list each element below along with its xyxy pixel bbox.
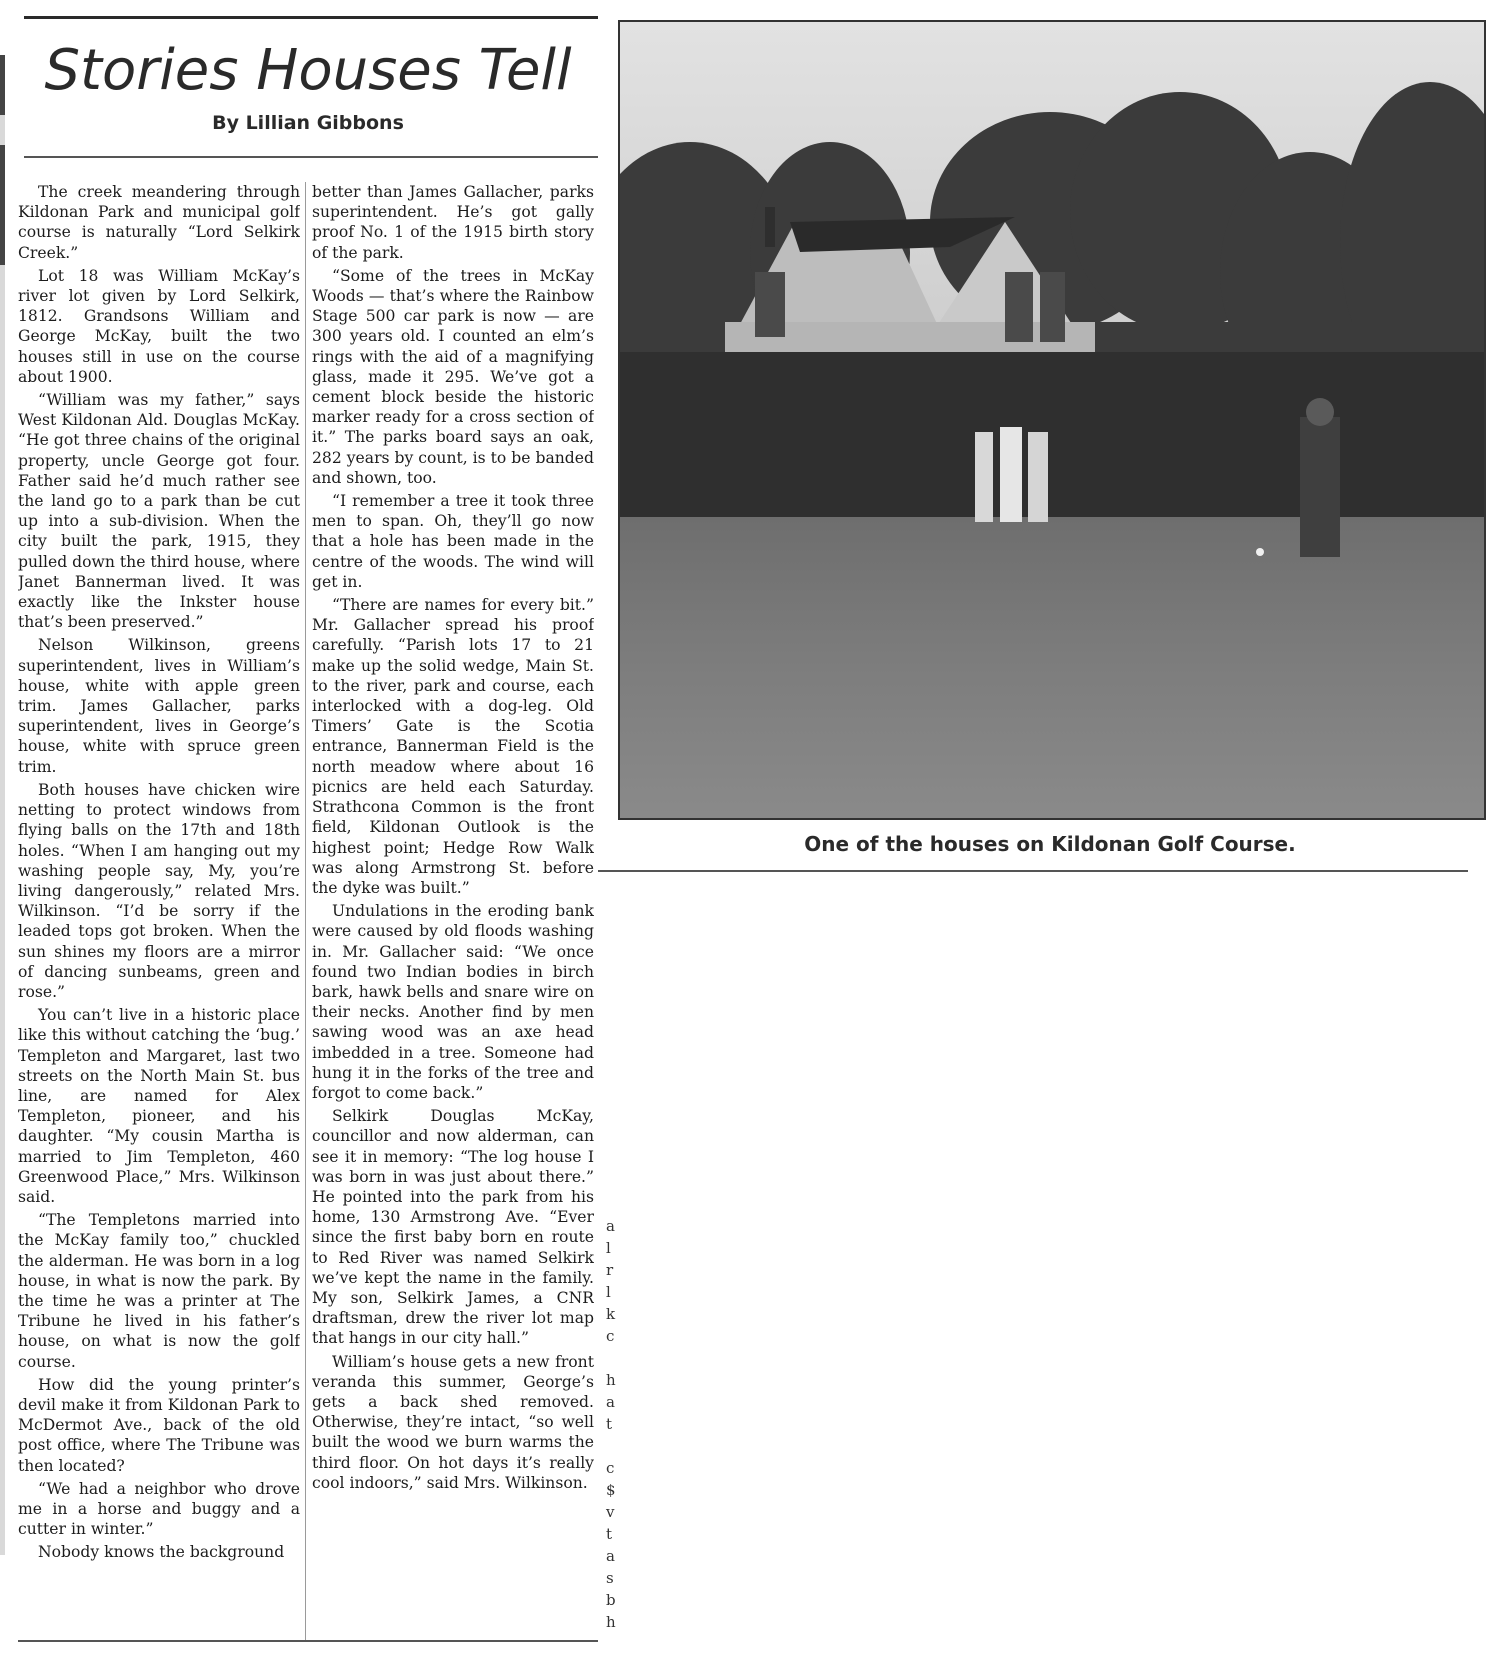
clipped-letter bbox=[606, 1435, 616, 1457]
paragraph: How did the young printer’s devil make it from Kildonan Park to McDermot Ave., back of the old post office, where The Tribune was then located? bbox=[18, 1375, 300, 1475]
headline: Stories Houses Tell bbox=[44, 38, 572, 103]
article bbox=[18, 16, 598, 1656]
clipped-letter: k bbox=[606, 1305, 616, 1323]
clipped-letter: l bbox=[606, 1239, 611, 1257]
photo-caption: One of the houses on Kildonan Golf Course. bbox=[804, 832, 1296, 856]
page-edge bbox=[0, 55, 5, 1555]
clipped-letter: s bbox=[606, 1569, 614, 1587]
paragraph: Selkirk Douglas McKay, councillor and now alderman, can see it in memory: “The log house I was born in was just about there.” He pointed into the park from his home, 130 Armstrong Ave. “Ever since the first baby born en route to Red River was named Selkirk we’ve kept the name in the family. My son, Selkirk James, a CNR draftsman, drew the river lot map that hangs in our city hall.” bbox=[312, 1107, 594, 1348]
clipped-letter: t bbox=[606, 1415, 613, 1433]
paragraph: Nobody knows the background bbox=[38, 1543, 285, 1562]
clipped-letter: b bbox=[606, 1591, 616, 1609]
clipped-letter: a bbox=[606, 1217, 615, 1235]
paragraph: “There are names for every bit.” Mr. Gallacher spread his proof carefully. “Parish lots 17 to 21 make up the solid wedge, Main St. to the river, park and course, each interlocked with a dog-leg. Old Timers’ Gate is the Scotia entrance, Bannerman Field is the north meadow where about 16 picnics are held each Saturday. Strathcona Common is the front field, Kildonan Outlook is the highest point; Hedge Row Walk was along Armstrong St. before the dyke was built.” bbox=[312, 596, 594, 897]
paragraph: “The Templetons married into the McKay family too,” chuckled the alderman. He was born in a log house, in what is now the park. By the time he was a printer at The Tribune he lived in his father’s house, on what is now the golf course. bbox=[18, 1211, 300, 1371]
clipped-letter: r bbox=[606, 1261, 614, 1279]
paragraph: William’s house gets a new front veranda this summer, George’s gets a back shed removed. Otherwise, they’re intact, “so well built the wood we burn warms the third floor. On hot days it’s really cool indoors,” said Mrs. Wilkinson. bbox=[312, 1352, 594, 1492]
clipped-letter: h bbox=[606, 1371, 616, 1389]
paragraph: “I remember a tree it took three men to span. Oh, they’ll go now that a hole has been made in the centre of the woods. The wind will get in. bbox=[312, 492, 594, 591]
caption-rule bbox=[598, 870, 1468, 872]
byline: By Lillian Gibbons bbox=[212, 112, 404, 134]
golf-course-photo bbox=[620, 22, 1484, 818]
paragraph: better than James Gallacher, parks superintendent. He’s got gally proof No. 1 of the 1915 birth story of the park. bbox=[312, 183, 594, 262]
clipped-letter: v bbox=[606, 1503, 615, 1521]
paragraph: You can’t live in a historic place like this without catching the ‘bug.’ Templeton and Margaret, last two streets on the North Main St. bus line, are named for Alex Templeton, pioneer, and his daughter. “My cousin Martha is married to Jim Templeton, 460 Greenwood Place,” Mrs. Wilkinson said. bbox=[18, 1006, 300, 1206]
clipped-letter: c bbox=[606, 1459, 615, 1477]
paragraph: Both houses have chicken wire netting to protect windows from flying balls on the 17th and 18th holes. “When I am hanging out my washing people say, My, you’re living dangerously,” related Mrs. Wilkinson. “I’d be sorry if the leaded tops got broken. When the sun shines my floors are a mirror of dancing sunbeams, green and rose.” bbox=[18, 780, 300, 1001]
clipped-adjacent-column bbox=[606, 1215, 616, 1633]
article-column-2 bbox=[312, 182, 594, 1652]
headline-rule bbox=[24, 156, 598, 158]
paragraph: Nelson Wilkinson, greens superintendent, lives in William’s house, white with apple green trim. James Gallacher, parks superintendent, lives in George’s house, white with spruce green trim. bbox=[18, 636, 300, 776]
top-rule bbox=[24, 16, 598, 19]
house-photo bbox=[618, 20, 1486, 820]
column-divider bbox=[305, 182, 306, 1642]
bottom-rule bbox=[18, 1640, 598, 1642]
paragraph: “We had a neighbor who drove me in a horse and buggy and a cutter in winter.” bbox=[18, 1479, 300, 1539]
paragraph: “William was my father,” says West Kildonan Ald. Douglas McKay. “He got three chains of the original property, uncle George got four. Father said he’d much rather see the land go to a park than be cut up into a sub-division. When the city built the park, 1915, they pulled down the third house, where Janet Bannerman lived. It was exactly like the Inkster house that’s been preserved.” bbox=[18, 391, 300, 632]
clipped-letter: l bbox=[606, 1283, 611, 1301]
paragraph: Undulations in the eroding bank were caused by old floods washing in. Mr. Gallacher said: “We once found two Indian bodies in birch bark, hawk bells and snare wire on their necks. Another find by men sawing wood was an axe head imbedded in a tree. Someone had hung it in the forks of the tree and forgot to come back.” bbox=[312, 902, 594, 1102]
clipped-letter: c bbox=[606, 1327, 615, 1345]
clipped-letter: h bbox=[606, 1613, 616, 1631]
clipped-letter: a bbox=[606, 1393, 615, 1411]
article-column-1 bbox=[18, 182, 300, 1652]
paragraph: “Some of the trees in McKay Woods — that’s where the Rainbow Stage 500 car park is now — are 300 years old. I counted an elm’s rings with the aid of a magnifying glass, made it 295. We’ve got a cement block beside the historic marker ready for a cross section of it.” The parks board says an oak, 282 years by count, is to be banded and shown, too. bbox=[312, 266, 594, 487]
clipped-letter: a bbox=[606, 1547, 615, 1565]
paragraph: The creek meandering through Kildonan Park and municipal golf course is naturally “Lord Selkirk Creek.” bbox=[18, 183, 300, 262]
clipped-letter bbox=[606, 1347, 616, 1369]
clipped-letter: t bbox=[606, 1525, 613, 1543]
clipped-letter: $ bbox=[606, 1481, 616, 1499]
paragraph: Lot 18 was William McKay’s river lot given by Lord Selkirk, 1812. Grandsons William and George McKay, built the two houses still in use on the course about 1900. bbox=[18, 266, 300, 386]
golf-green bbox=[620, 517, 1484, 818]
hedge bbox=[620, 352, 1484, 522]
